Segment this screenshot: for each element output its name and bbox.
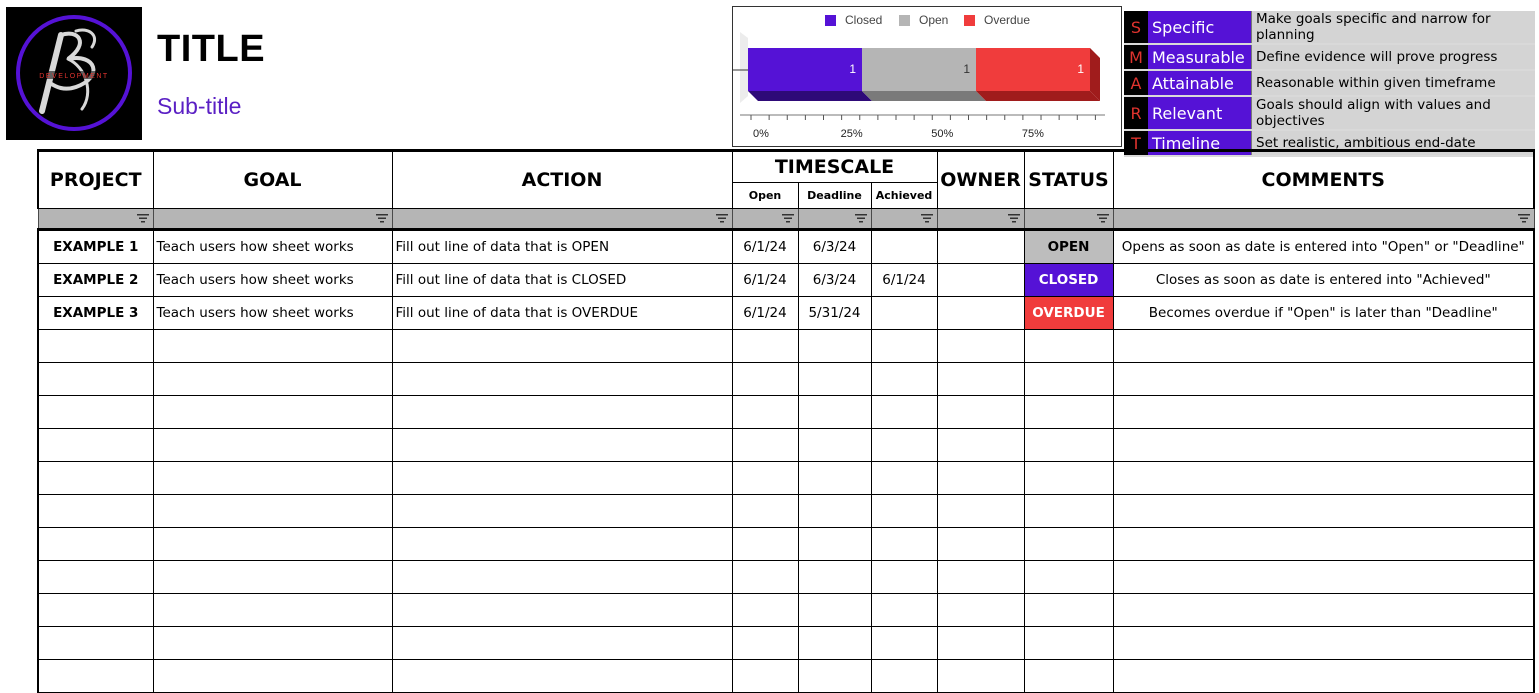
achieved-date-cell[interactable] [871, 330, 937, 363]
status-cell[interactable]: CLOSED [1024, 264, 1113, 297]
owner-cell[interactable] [937, 660, 1024, 693]
goal-cell[interactable] [153, 363, 392, 396]
smart-letter[interactable]: M [1124, 44, 1148, 70]
achieved-date-cell[interactable] [871, 363, 937, 396]
status-chart[interactable] [732, 6, 1122, 147]
legend-swatch [964, 15, 975, 26]
filter-cell-action [392, 209, 732, 230]
deadline-date-cell[interactable] [798, 462, 871, 495]
achieved-date-cell[interactable] [871, 429, 937, 462]
open-date-cell[interactable] [732, 363, 798, 396]
status-cell[interactable] [1024, 495, 1113, 528]
project-cell[interactable] [38, 429, 153, 462]
action-cell[interactable] [392, 594, 732, 627]
filter-cell-status [1024, 209, 1113, 230]
deadline-date-cell[interactable] [798, 627, 871, 660]
bar-segment[interactable] [862, 48, 976, 91]
status-cell[interactable] [1024, 594, 1113, 627]
open-date-cell[interactable] [732, 594, 798, 627]
owner-cell[interactable] [937, 264, 1024, 297]
open-date-cell[interactable]: 6/1/24 [732, 264, 798, 297]
comments-cell[interactable]: Closes as soon as date is entered into "Achieved" [1113, 264, 1534, 297]
bar-segment[interactable] [976, 48, 1090, 91]
action-cell[interactable] [392, 429, 732, 462]
deadline-date-cell[interactable] [798, 396, 871, 429]
action-cell[interactable] [392, 363, 732, 396]
action-cell[interactable] [392, 528, 732, 561]
smart-table [1124, 11, 1535, 157]
comments-cell[interactable] [1113, 330, 1534, 363]
open-date-cell[interactable]: 6/1/24 [732, 230, 798, 264]
table-row [38, 297, 1534, 330]
goal-cell[interactable]: Teach users how sheet works [153, 264, 392, 297]
smart-word[interactable]: Specific [1148, 11, 1252, 44]
table-row-empty [38, 528, 1534, 561]
deadline-date-cell[interactable] [798, 660, 871, 693]
action-cell[interactable]: Fill out line of data that is OVERDUE [392, 297, 732, 330]
header-deadline[interactable]: Deadline [798, 183, 871, 209]
goal-cell[interactable] [153, 627, 392, 660]
action-cell[interactable]: Fill out line of data that is CLOSED [392, 264, 732, 297]
owner-cell[interactable] [937, 627, 1024, 660]
table-row-empty [38, 495, 1534, 528]
filter-icon[interactable] [855, 213, 867, 223]
achieved-date-cell[interactable]: 6/1/24 [871, 264, 937, 297]
smart-description[interactable]: Define evidence will prove progress [1252, 44, 1536, 70]
status-cell[interactable] [1024, 627, 1113, 660]
open-date-cell[interactable]: 6/1/24 [732, 297, 798, 330]
smart-description[interactable]: Make goals specific and narrow for planning [1252, 11, 1536, 44]
open-date-cell[interactable] [732, 330, 798, 363]
table-row-empty [38, 462, 1534, 495]
comments-cell[interactable] [1113, 594, 1534, 627]
table-row-empty [38, 363, 1534, 396]
filter-icon[interactable] [1097, 213, 1109, 223]
filter-icon[interactable] [137, 213, 149, 223]
owner-cell[interactable] [937, 429, 1024, 462]
goal-cell[interactable] [153, 594, 392, 627]
open-date-cell[interactable] [732, 660, 798, 693]
deadline-date-cell[interactable] [798, 561, 871, 594]
open-date-cell[interactable] [732, 429, 798, 462]
status-cell[interactable] [1024, 528, 1113, 561]
goal-cell[interactable] [153, 429, 392, 462]
open-date-cell[interactable] [732, 627, 798, 660]
achieved-date-cell[interactable] [871, 495, 937, 528]
status-cell[interactable] [1024, 660, 1113, 693]
deadline-date-cell[interactable]: 6/3/24 [798, 264, 871, 297]
open-date-cell[interactable] [732, 396, 798, 429]
project-cell[interactable] [38, 330, 153, 363]
owner-cell[interactable] [937, 297, 1024, 330]
action-cell[interactable]: Fill out line of data that is OPEN [392, 230, 732, 264]
open-date-cell[interactable] [732, 528, 798, 561]
action-cell[interactable] [392, 462, 732, 495]
owner-cell[interactable] [937, 462, 1024, 495]
action-cell[interactable] [392, 396, 732, 429]
project-cell[interactable] [38, 594, 153, 627]
smart-letter[interactable]: S [1124, 11, 1148, 44]
comments-cell[interactable] [1113, 396, 1534, 429]
status-chart-svg [733, 7, 1121, 146]
table-row-empty [38, 660, 1534, 693]
action-plan-table [37, 149, 1535, 693]
filter-cell-deadline [798, 209, 871, 230]
filter-icon[interactable] [782, 213, 794, 223]
header-goal[interactable]: GOAL [153, 151, 392, 209]
open-date-cell[interactable] [732, 462, 798, 495]
smart-letter[interactable]: A [1124, 70, 1148, 96]
status-cell[interactable] [1024, 396, 1113, 429]
smart-word[interactable]: Timeline [1148, 130, 1252, 156]
legend-swatch [825, 15, 836, 26]
table-row-empty [38, 429, 1534, 462]
smart-description[interactable]: Goals should align with values and objectives [1252, 96, 1536, 130]
table-row-empty [38, 561, 1534, 594]
bar-segment[interactable] [748, 48, 862, 91]
filter-cell-goal [153, 209, 392, 230]
table-row-empty [38, 396, 1534, 429]
filter-icon[interactable] [376, 213, 388, 223]
open-date-cell[interactable] [732, 561, 798, 594]
filter-icon[interactable] [716, 213, 728, 223]
header-open[interactable]: Open [732, 183, 798, 209]
action-cell[interactable] [392, 660, 732, 693]
goal-cell[interactable]: Teach users how sheet works [153, 230, 392, 264]
status-cell[interactable] [1024, 462, 1113, 495]
owner-cell[interactable] [937, 363, 1024, 396]
status-cell[interactable] [1024, 330, 1113, 363]
achieved-date-cell[interactable] [871, 528, 937, 561]
filter-icon[interactable] [1008, 213, 1020, 223]
status-cell[interactable] [1024, 429, 1113, 462]
owner-cell[interactable] [937, 594, 1024, 627]
project-cell[interactable] [38, 627, 153, 660]
smart-word[interactable]: Measurable [1148, 44, 1252, 70]
bar-data-label: 1 [1077, 62, 1084, 76]
deadline-date-cell[interactable]: 6/3/24 [798, 230, 871, 264]
legend-label: Open [919, 13, 949, 27]
table-row-empty [38, 330, 1534, 363]
deadline-date-cell[interactable] [798, 594, 871, 627]
project-cell[interactable]: EXAMPLE 1 [38, 230, 153, 264]
table-row-empty [38, 594, 1534, 627]
owner-cell[interactable] [937, 230, 1024, 264]
legend-label: Closed [845, 13, 883, 27]
smart-row [1124, 96, 1535, 130]
table-row-empty [38, 627, 1534, 660]
header-action[interactable]: ACTION [392, 151, 732, 209]
owner-cell[interactable] [937, 495, 1024, 528]
project-cell[interactable] [38, 396, 153, 429]
status-cell[interactable]: OPEN [1024, 230, 1113, 264]
filter-cell-comments [1113, 209, 1534, 230]
status-cell[interactable] [1024, 561, 1113, 594]
owner-cell[interactable] [937, 330, 1024, 363]
deadline-date-cell[interactable] [798, 495, 871, 528]
goal-cell[interactable]: Teach users how sheet works [153, 297, 392, 330]
achieved-date-cell[interactable] [871, 660, 937, 693]
header-comments[interactable]: COMMENTS [1113, 151, 1534, 209]
comments-cell[interactable] [1113, 462, 1534, 495]
filter-cell-project [38, 209, 153, 230]
table-row [38, 264, 1534, 297]
action-cell[interactable] [392, 330, 732, 363]
goal-cell[interactable] [153, 330, 392, 363]
smart-description[interactable]: Reasonable within given timeframe [1252, 70, 1536, 96]
action-cell[interactable] [392, 495, 732, 528]
owner-cell[interactable] [937, 561, 1024, 594]
filter-icon[interactable] [921, 213, 933, 223]
filter-cell-owner [937, 209, 1024, 230]
comments-cell[interactable]: Opens as soon as date is entered into "Open" or "Deadline" [1113, 230, 1534, 264]
bar-data-label: 1 [849, 62, 856, 76]
comments-cell[interactable] [1113, 528, 1534, 561]
smart-description[interactable]: Set realistic, ambitious end-date [1252, 130, 1536, 156]
header-achieved[interactable]: Achieved [871, 183, 937, 209]
header-owner[interactable]: OWNER [937, 151, 1024, 209]
achieved-date-cell[interactable] [871, 594, 937, 627]
x-tick-label: 25% [840, 128, 863, 140]
achieved-date-cell[interactable] [871, 297, 937, 330]
action-cell[interactable] [392, 561, 732, 594]
goal-cell[interactable] [153, 528, 392, 561]
comments-cell[interactable] [1113, 660, 1534, 693]
logo [6, 7, 142, 140]
achieved-date-cell[interactable] [871, 462, 937, 495]
filter-icon[interactable] [1518, 213, 1530, 223]
smart-row [1124, 70, 1535, 96]
x-tick-label: 50% [931, 128, 954, 140]
smart-letter[interactable]: T [1124, 130, 1148, 156]
deadline-date-cell[interactable] [798, 429, 871, 462]
comments-cell[interactable]: Becomes overdue if "Open" is later than "Deadline" [1113, 297, 1534, 330]
goal-cell[interactable] [153, 462, 392, 495]
achieved-date-cell[interactable] [871, 230, 937, 264]
legend-label: Overdue [984, 13, 1031, 27]
header-timescale[interactable]: TIMESCALE [732, 151, 937, 183]
comments-cell[interactable] [1113, 363, 1534, 396]
x-tick-label: 75% [1021, 128, 1044, 140]
smart-row [1124, 11, 1535, 44]
page-subtitle[interactable]: Sub-title [157, 93, 242, 119]
goal-cell[interactable] [153, 660, 392, 693]
deadline-date-cell[interactable]: 5/31/24 [798, 297, 871, 330]
header-status[interactable]: STATUS [1024, 151, 1113, 209]
goal-cell[interactable] [153, 396, 392, 429]
achieved-date-cell[interactable] [871, 627, 937, 660]
comments-cell[interactable] [1113, 495, 1534, 528]
project-cell[interactable]: EXAMPLE 3 [38, 297, 153, 330]
owner-cell[interactable] [937, 528, 1024, 561]
project-cell[interactable] [38, 660, 153, 693]
owner-cell[interactable] [937, 396, 1024, 429]
project-cell[interactable] [38, 495, 153, 528]
header-project[interactable]: PROJECT [38, 151, 153, 209]
x-tick-label: 0% [753, 128, 769, 140]
deadline-date-cell[interactable] [798, 330, 871, 363]
achieved-date-cell[interactable] [871, 561, 937, 594]
project-cell[interactable] [38, 528, 153, 561]
chart-side-wall [740, 32, 748, 103]
comments-cell[interactable] [1113, 561, 1534, 594]
smart-word[interactable]: Relevant [1148, 96, 1252, 130]
comments-cell[interactable] [1113, 627, 1534, 660]
status-cell[interactable]: OVERDUE [1024, 297, 1113, 330]
project-cell[interactable] [38, 363, 153, 396]
bar-bottom-face [748, 91, 872, 101]
deadline-date-cell[interactable] [798, 363, 871, 396]
achieved-date-cell[interactable] [871, 396, 937, 429]
bar-bottom-face [862, 91, 986, 101]
status-cell[interactable] [1024, 363, 1113, 396]
project-cell[interactable] [38, 561, 153, 594]
project-cell[interactable] [38, 462, 153, 495]
goal-cell[interactable] [153, 561, 392, 594]
bar-data-label: 1 [963, 62, 970, 76]
action-cell[interactable] [392, 627, 732, 660]
comments-cell[interactable] [1113, 429, 1534, 462]
smart-word[interactable]: Attainable [1148, 70, 1252, 96]
bar-bottom-face [976, 91, 1100, 101]
filter-cell-open [732, 209, 798, 230]
smart-row [1124, 44, 1535, 70]
page-title[interactable]: TITLE [157, 28, 266, 70]
legend-swatch [899, 15, 910, 26]
deadline-date-cell[interactable] [798, 528, 871, 561]
project-cell[interactable]: EXAMPLE 2 [38, 264, 153, 297]
filter-cell-achieved [871, 209, 937, 230]
open-date-cell[interactable] [732, 495, 798, 528]
svg-text:DEVELOPMENT: DEVELOPMENT [39, 73, 109, 80]
smart-letter[interactable]: R [1124, 96, 1148, 130]
goal-cell[interactable] [153, 495, 392, 528]
table-row [38, 230, 1534, 264]
